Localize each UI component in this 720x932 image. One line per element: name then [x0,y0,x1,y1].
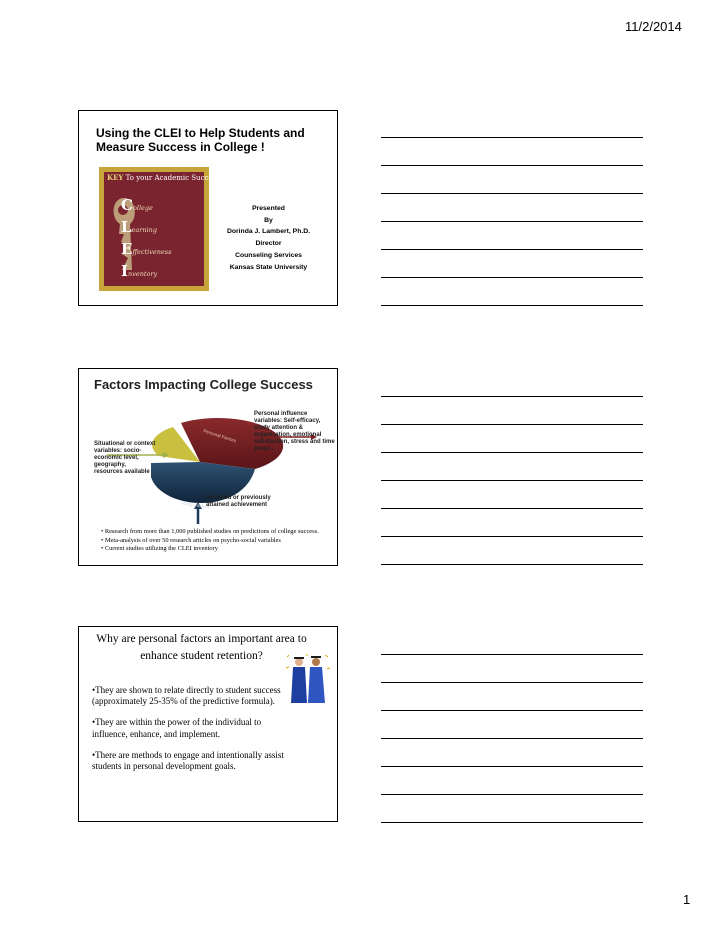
date-header: 11/2/2014 [625,19,682,34]
note-line [381,193,643,194]
presenter-dept: Counseling Services [235,251,302,259]
note-line [381,277,643,278]
bullet-item: • Current studies utilizing the CLEI inventory [101,545,218,553]
logo-line-inventory: Inventory [121,262,158,280]
note-line [381,249,643,250]
slide-3-body [92,685,297,782]
logo-line-effectiveness: Effectiveness [121,240,172,258]
note-line [381,165,643,166]
bullet-item: • Research from more than 1,000 published studies on predictions of college success. [101,528,319,535]
presenter-by: By [264,216,273,224]
note-line [381,766,643,767]
point-item: •They are shown to relate directly to student success (approximately 25-35% of the predictive formula). [92,685,281,707]
note-line [381,305,643,306]
note-line [381,508,643,509]
note-line [381,794,643,795]
slide-1-title: Using the CLEI to Help Students and Measure Success in College ! [96,126,305,154]
pie-label-ability: Ability Factors [180,500,210,510]
slide-2-title: Factors Impacting College Success [94,377,313,392]
point-item: •There are methods to engage and intentionally assist students in personal development goals. [92,749,284,772]
slide-3-title: Why are personal factors an important area to enhance student retention? [96,633,307,662]
note-line [381,452,643,453]
label-situational: Situational or context variables: socio-economic level, geography, resources available [94,441,156,475]
note-line [381,564,643,565]
note-line [381,536,643,537]
note-line [381,396,643,397]
logo-line-college: College [121,196,153,214]
slide-2-bullets [101,528,333,554]
note-line [381,682,643,683]
presenter-presented: Presented [252,205,285,212]
note-line [381,480,643,481]
note-line [381,738,643,739]
slide-2 [78,368,338,566]
presenter-role: Director [255,240,282,248]
logo-line-learning: Learning [121,218,157,236]
point-item: •They are within the power of the individual to influence, enhance, and implement. [92,717,262,739]
bullet-item: • Meta-analysis of over 50 research articles on psycho-social variables [101,536,281,544]
presenter-block [211,203,326,273]
note-line [381,710,643,711]
label-inherited: Inherited or previously attained achievement [206,495,271,508]
logo-key-line: KEY To your Academic Success [107,173,220,182]
clei-logo [99,167,220,291]
note-line [381,822,643,823]
presenter-org: Kansas State University [229,263,308,271]
page-number: 1 [683,892,691,907]
slide-1 [78,110,338,306]
slide-3 [78,626,338,822]
note-line [381,137,643,138]
presenter-name: Dorinda J. Lambert, Ph.D. [226,228,311,236]
note-line [381,424,643,425]
note-line [381,654,643,655]
pie-label-personal: Personal Factors [202,428,237,444]
label-personal-influence: Personal influence variables: Self-efficacy, study attention & organization, emotional satisfaction, stress and time press... [254,411,335,452]
note-line [381,221,643,222]
